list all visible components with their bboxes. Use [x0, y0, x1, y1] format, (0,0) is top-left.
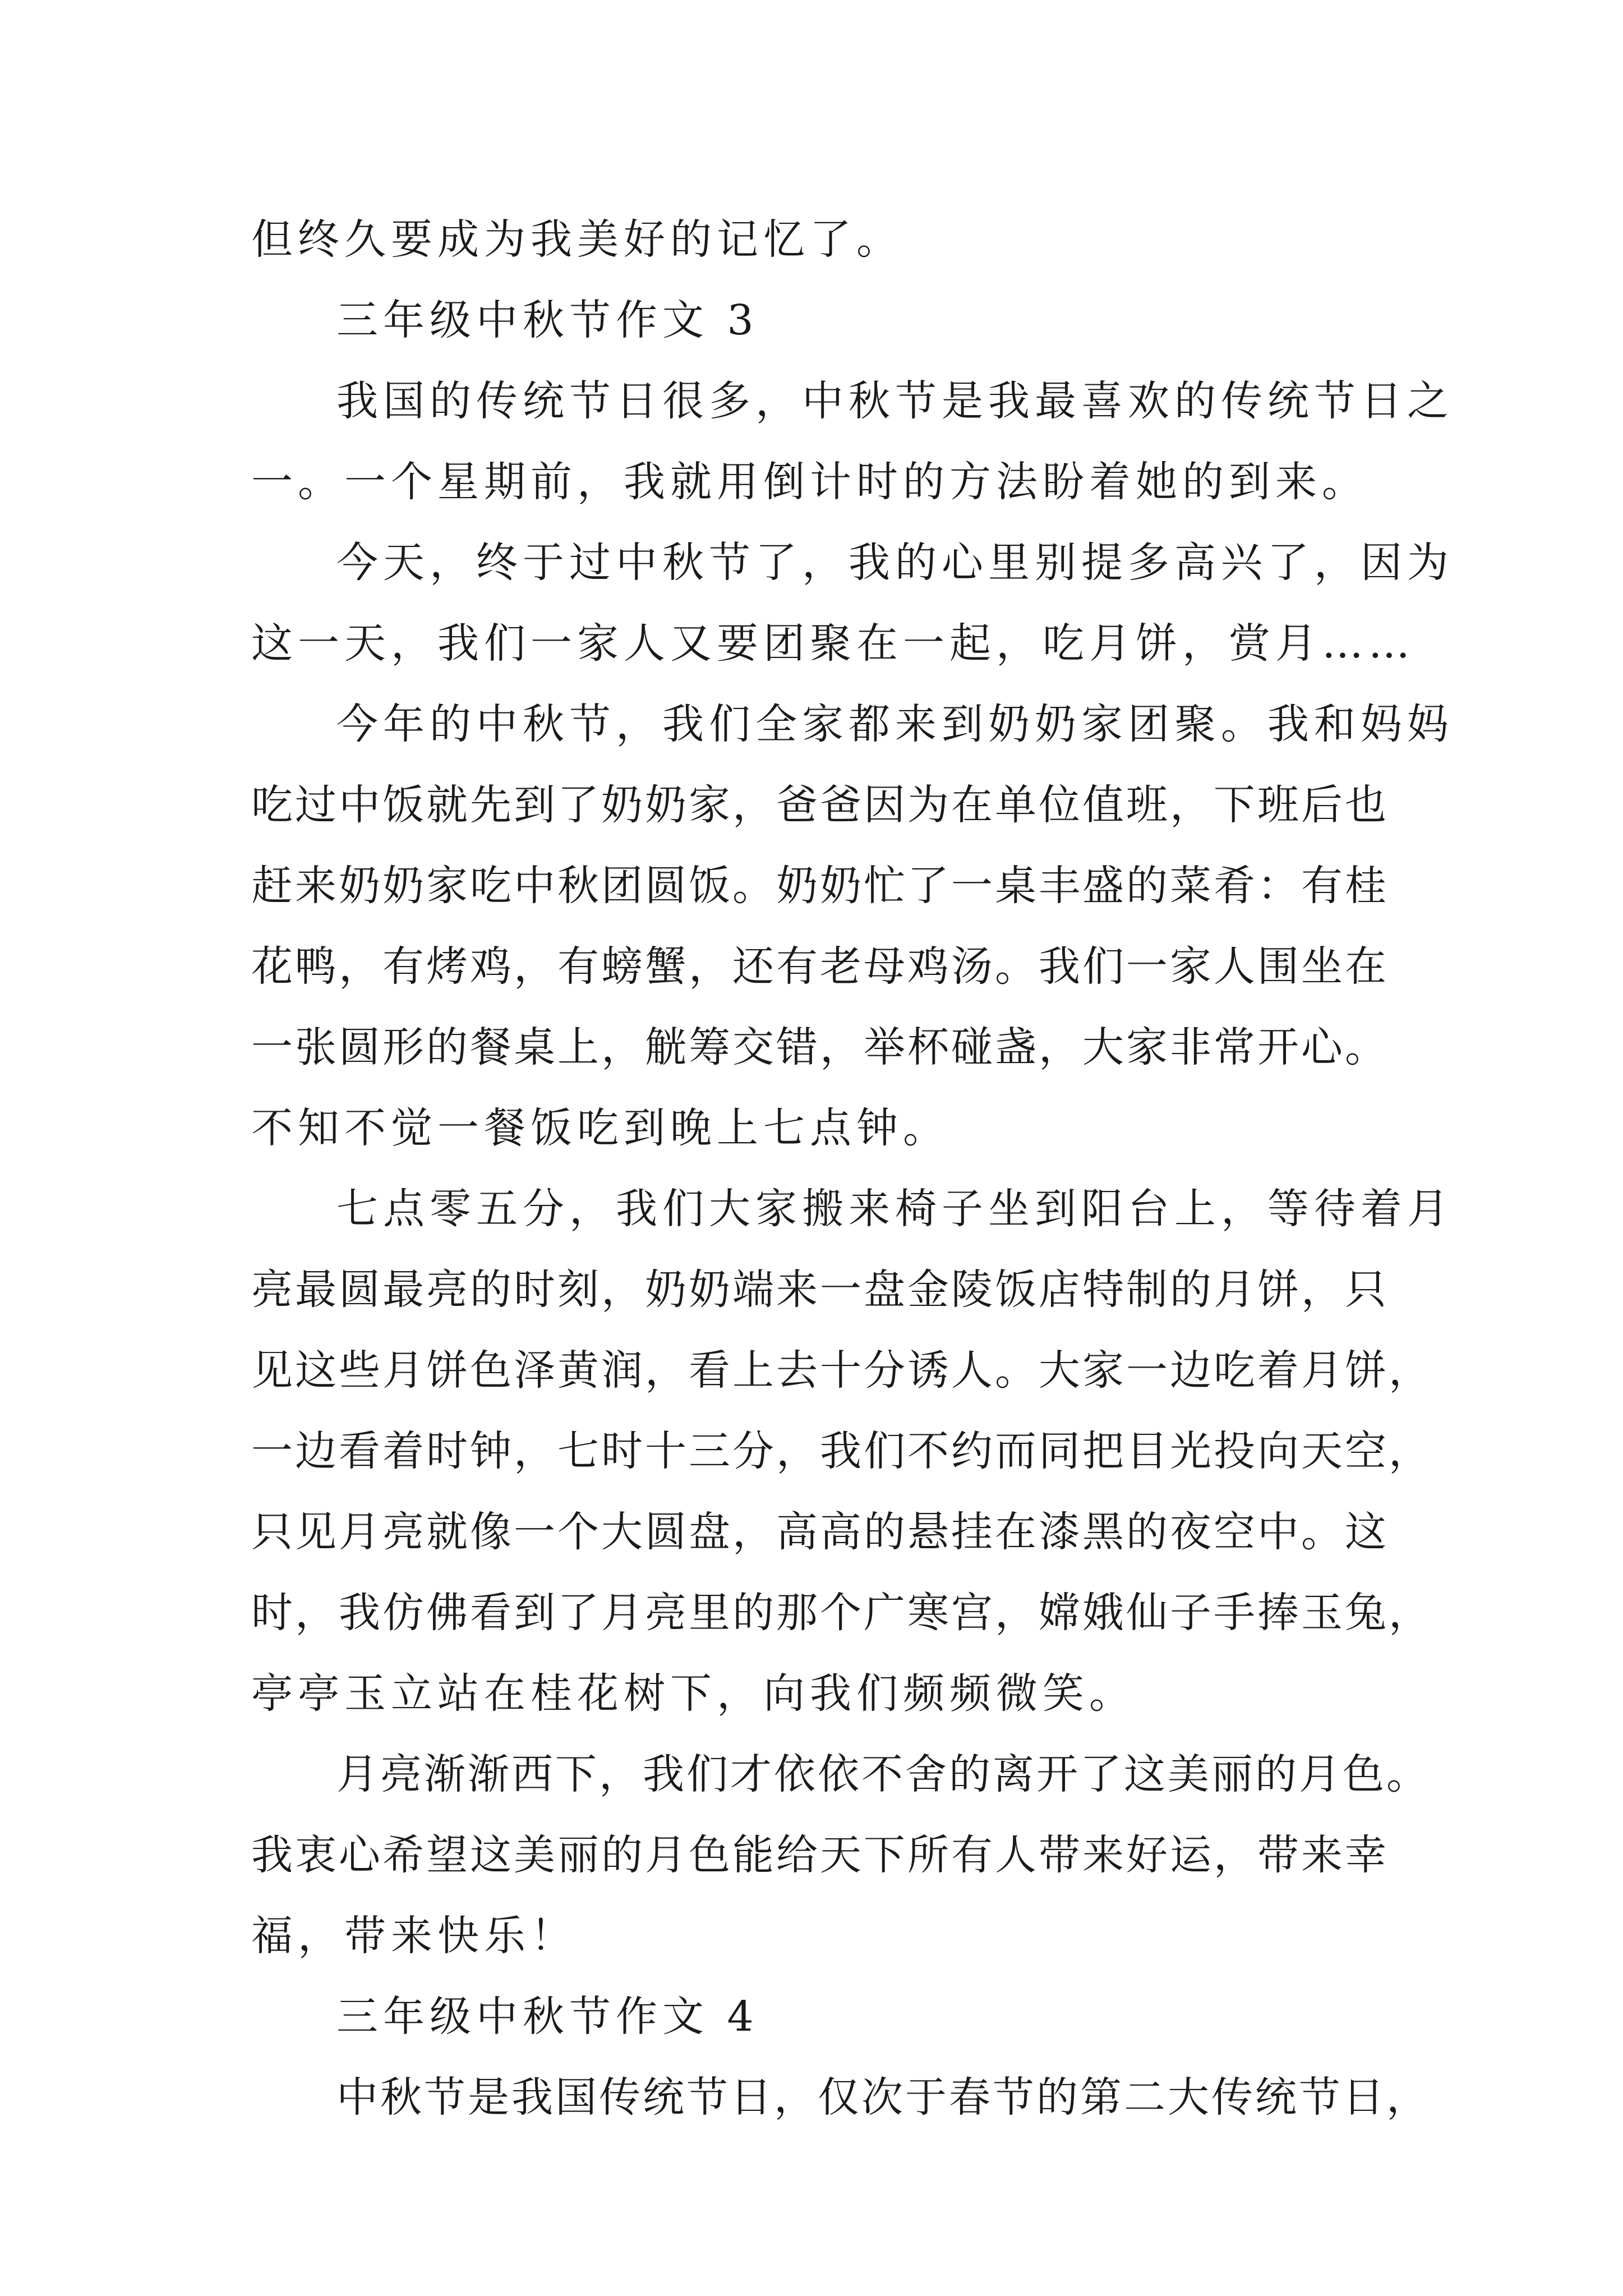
- paragraph-line: 吃过中饭就先到了奶奶家，爸爸因为在单位值班，下班后也: [251, 781, 1389, 829]
- paragraph-line: 时，我仿佛看到了月亮里的那个广寒宫，嫦娥仙子手捧玉兔，: [251, 1589, 1432, 1637]
- paragraph-line: 不知不觉一餐饭吃到晚上七点钟。: [251, 1104, 949, 1152]
- paragraph-line: 亮最圆最亮的时刻，奶奶端来一盘金陵饭店特制的月饼，只: [251, 1266, 1389, 1314]
- section-heading: 三年级中秋节作文 3: [336, 296, 759, 344]
- section-heading: 三年级中秋节作文 4: [336, 1993, 759, 2041]
- paragraph-line: 花鸭，有烤鸡，有螃蟹，还有老母鸡汤。我们一家人围坐在: [251, 942, 1389, 991]
- paragraph-line: 我国的传统节日很多，中秋节是我最喜欢的传统节日之: [336, 377, 1454, 425]
- paragraph-line: 我衷心希望这美丽的月色能给天下所有人带来好运，带来幸: [251, 1831, 1389, 1879]
- paragraph-line: 但终久要成为我美好的记忆了。: [251, 215, 903, 264]
- paragraph-line: 七点零五分，我们大家搬来椅子坐到阳台上，等待着月: [336, 1185, 1454, 1233]
- paragraph-line: 福，带来快乐！: [251, 1912, 577, 1960]
- paragraph-line: 今天，终于过中秋节了，我的心里别提多高兴了，因为: [336, 539, 1454, 587]
- paragraph-line: 亭亭玉立站在桂花树下，向我们频频微笑。: [251, 1669, 1136, 1718]
- paragraph-line: 中秋节是我国传统节日，仅次于春节的第二大传统节日，: [336, 2073, 1430, 2122]
- essay-body: [251, 199, 1454, 2138]
- paragraph-line: 一边看着时钟，七时十三分，我们不约而同把目光投向天空，: [251, 1427, 1432, 1475]
- paragraph-line: 今年的中秋节，我们全家都来到奶奶家团聚。我和妈妈: [336, 700, 1454, 748]
- paragraph-line: 一张圆形的餐桌上，觥筹交错，举杯碰盏，大家非常开心。: [251, 1023, 1389, 1071]
- paragraph-line: 见这些月饼色泽黄润，看上去十分诱人。大家一边吃着月饼，: [251, 1346, 1432, 1395]
- paragraph-line: 月亮渐渐西下，我们才依依不舍的离开了这美丽的月色。: [336, 1750, 1430, 1798]
- paragraph-line: 只见月亮就像一个大圆盘，高高的悬挂在漆黑的夜空中。这: [251, 1508, 1389, 1556]
- paragraph-line: 赶来奶奶家吃中秋团圆饭。奶奶忙了一桌丰盛的菜肴：有桂: [251, 862, 1389, 910]
- paragraph-line: 这一天，我们一家人又要团聚在一起，吃月饼，赏月……: [251, 619, 1415, 668]
- paragraph-line: 一。一个星期前，我就用倒计时的方法盼着她的到来。: [251, 458, 1368, 506]
